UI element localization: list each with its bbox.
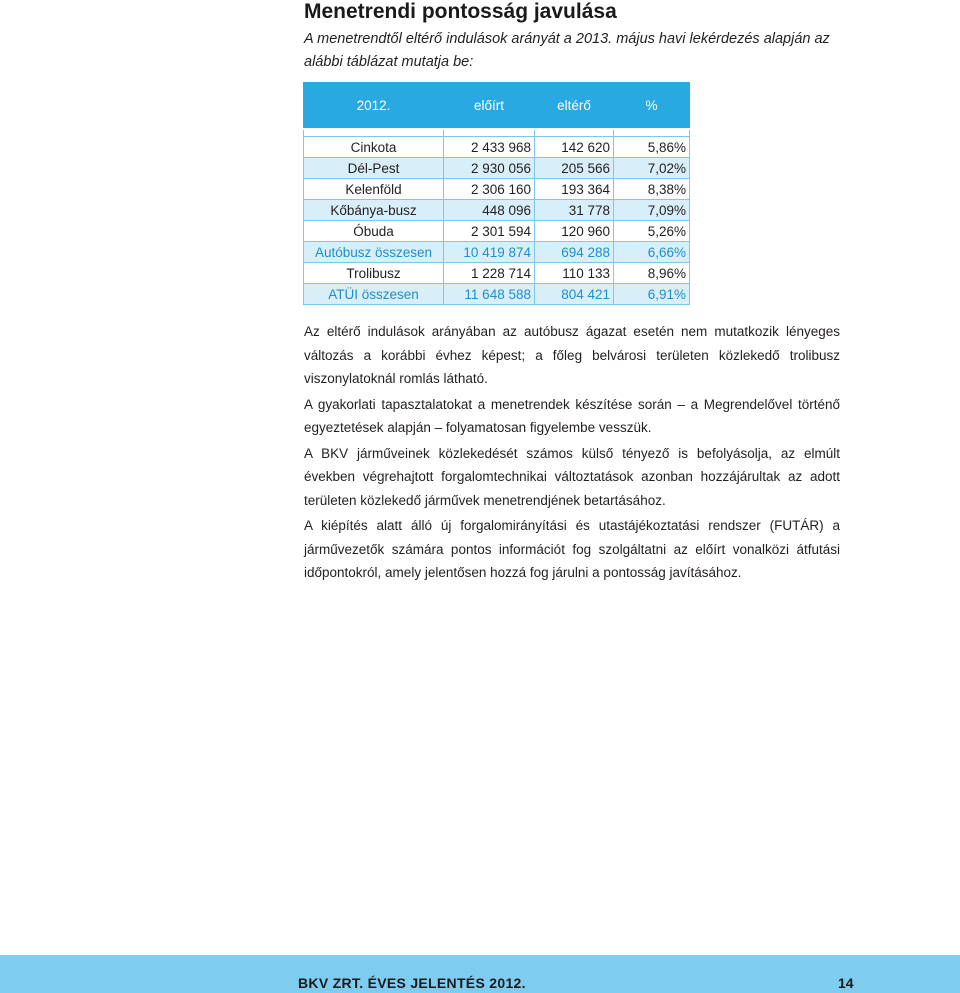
paragraph: A gyakorlati tapasztalatokat a menetrendek készítése során – a Megrendelővel történő egyeztetések alapján – folyamatosan figyelembe vesszük. bbox=[304, 396, 840, 435]
percent-value: 6,66% bbox=[614, 242, 690, 263]
table-row-bus-total bbox=[304, 242, 690, 263]
page-title: Menetrendi pontosság javulása bbox=[304, 0, 617, 23]
scheduled-value: 2 930 056 bbox=[444, 158, 535, 179]
table-row bbox=[304, 158, 690, 179]
footer-report-title: BKV ZRT. ÉVES JELENTÉS 2012. bbox=[298, 975, 526, 991]
page-footer bbox=[0, 955, 960, 993]
column-header-year: 2012. bbox=[304, 83, 444, 130]
depot-name: Kelenföld bbox=[304, 179, 444, 200]
table-row bbox=[304, 179, 690, 200]
table-header-row bbox=[304, 83, 690, 130]
punctuality-table bbox=[303, 82, 690, 305]
percent-value: 6,91% bbox=[614, 284, 690, 305]
depot-name: Autóbusz összesen bbox=[304, 242, 444, 263]
deviating-value: 804 421 bbox=[535, 284, 614, 305]
deviating-value: 120 960 bbox=[535, 221, 614, 242]
depot-name: Dél-Pest bbox=[304, 158, 444, 179]
percent-value: 5,26% bbox=[614, 221, 690, 242]
deviating-value: 110 133 bbox=[535, 263, 614, 284]
table-spacer bbox=[304, 129, 690, 137]
table-row bbox=[304, 200, 690, 221]
depot-name: Kőbánya-busz bbox=[304, 200, 444, 221]
table-row bbox=[304, 137, 690, 158]
scheduled-value: 2 433 968 bbox=[444, 137, 535, 158]
body-text bbox=[304, 320, 840, 587]
percent-value: 5,86% bbox=[614, 137, 690, 158]
scheduled-value: 2 301 594 bbox=[444, 221, 535, 242]
percent-value: 7,09% bbox=[614, 200, 690, 221]
percent-value: 8,96% bbox=[614, 263, 690, 284]
table-row bbox=[304, 221, 690, 242]
paragraph: Az eltérő indulások arányában az autóbusz ágazat esetén nem mutatkozik lényeges változás a korábbi évhez képest; a főleg belvárosi területen közlekedő trolibusz viszonylatoknál romlás látható. bbox=[304, 324, 840, 386]
scheduled-value: 448 096 bbox=[444, 200, 535, 221]
depot-name: ATÜI összesen bbox=[304, 284, 444, 305]
percent-value: 7,02% bbox=[614, 158, 690, 179]
scheduled-value: 11 648 588 bbox=[444, 284, 535, 305]
paragraph: A BKV járműveinek közlekedését számos külső tényező is befolyásolja, az elmúlt években végrehajtott forgalomtechnikai változtatások azonban hozzájárultak az adott területen közlekedő járművek menetrendjének betartásához. bbox=[304, 445, 840, 508]
deviating-value: 31 778 bbox=[535, 200, 614, 221]
percent-value: 8,38% bbox=[614, 179, 690, 200]
column-header-deviating: eltérő bbox=[535, 83, 614, 130]
scheduled-value: 1 228 714 bbox=[444, 263, 535, 284]
depot-name: Cinkota bbox=[304, 137, 444, 158]
depot-name: Trolibusz bbox=[304, 263, 444, 284]
deviating-value: 193 364 bbox=[535, 179, 614, 200]
table-row bbox=[304, 263, 690, 284]
depot-name: Óbuda bbox=[304, 221, 444, 242]
deviating-value: 142 620 bbox=[535, 137, 614, 158]
paragraph: A kiépítés alatt álló új forgalomirányítási és utastájékoztatási rendszer (FUTÁR) a járművezetők számára pontos információt fog szolgáltatni az előírt vonalközi átfutási időpontokról, amely jelentősen hozzá fog járulni a pontosság javításához. bbox=[304, 518, 840, 580]
table-row-grand-total bbox=[304, 284, 690, 305]
deviating-value: 205 566 bbox=[535, 158, 614, 179]
column-header-scheduled: előírt bbox=[444, 83, 535, 130]
column-header-percent: % bbox=[614, 83, 690, 130]
deviating-value: 694 288 bbox=[535, 242, 614, 263]
scheduled-value: 2 306 160 bbox=[444, 179, 535, 200]
table-intro: A menetrendtől eltérő indulások arányát a 2013. május havi lekérdezés alapján az alábbi táblázat mutatja be: bbox=[304, 31, 830, 70]
page-number: 14 bbox=[838, 975, 854, 991]
punctuality-table-container bbox=[303, 82, 689, 305]
scheduled-value: 10 419 874 bbox=[444, 242, 535, 263]
